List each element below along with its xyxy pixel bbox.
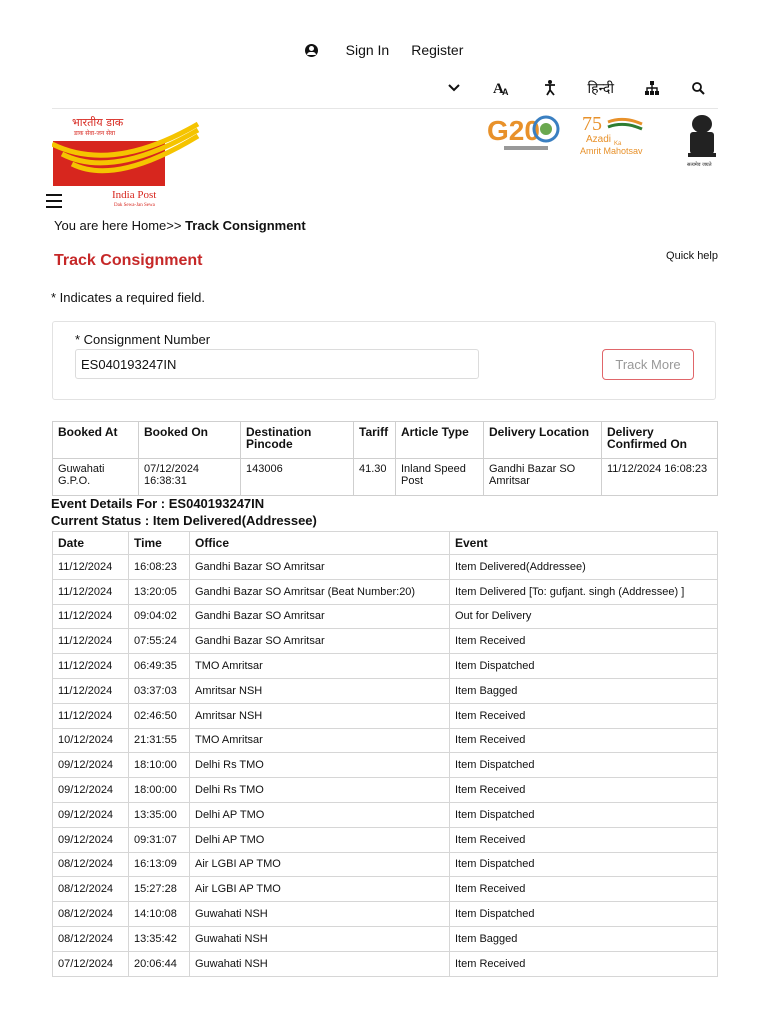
event-date-cell: 07/12/2024: [53, 951, 129, 976]
event-date-cell: 11/12/2024: [53, 678, 129, 703]
auth-bar: [0, 42, 768, 58]
summary-row: [53, 459, 718, 496]
event-date-cell: 11/12/2024: [53, 604, 129, 629]
summary-header-row: [53, 422, 718, 459]
event-time-cell: 13:35:42: [129, 926, 190, 951]
event-date-cell: 11/12/2024: [53, 629, 129, 654]
register-link[interactable]: Register: [411, 42, 464, 58]
column-header: Tariff: [354, 422, 396, 459]
table-row: [53, 951, 718, 976]
event-date-cell: 11/12/2024: [53, 555, 129, 580]
azadi-text: Azadi: [586, 134, 612, 145]
column-header: Time: [129, 532, 190, 555]
language-toggle[interactable]: हिन्दी: [587, 79, 614, 96]
event-date-cell: 08/12/2024: [53, 926, 129, 951]
event-office-cell: Guwahati NSH: [190, 951, 450, 976]
event-cell: Item Received: [450, 951, 718, 976]
event-time-cell: 07:55:24: [129, 629, 190, 654]
event-cell: Item Delivered [To: gufjant. singh (Addressee) ]: [450, 579, 718, 604]
event-time-cell: 20:06:44: [129, 951, 190, 976]
breadcrumb-current: Track Consignment: [185, 218, 306, 233]
column-header: Delivery Location: [484, 422, 602, 459]
india-post-logo[interactable]: [52, 114, 200, 208]
ka-text: Ka: [614, 141, 622, 147]
event-date-cell: 09/12/2024: [53, 827, 129, 852]
event-cell: Item Dispatched: [450, 654, 718, 679]
table-row: [53, 555, 718, 580]
article-type-cell: Inland Speed Post: [396, 459, 484, 496]
event-details-table: [52, 531, 718, 977]
consignment-number-label: * Consignment Number: [75, 332, 211, 347]
column-header: Delivery Confirmed On: [602, 422, 718, 459]
event-office-cell: Air LGBI AP TMO: [190, 852, 450, 877]
event-time-cell: 16:08:23: [129, 555, 190, 580]
event-office-cell: Delhi Rs TMO: [190, 753, 450, 778]
column-header: Office: [190, 532, 450, 555]
event-office-cell: Gandhi Bazar SO Amritsar: [190, 629, 450, 654]
table-row: [53, 778, 718, 803]
table-row: [53, 753, 718, 778]
events-body: [53, 555, 718, 977]
booked-on-cell: 07/12/2024 16:38:31: [139, 459, 241, 496]
event-office-cell: Air LGBI AP TMO: [190, 877, 450, 902]
event-time-cell: 06:49:35: [129, 654, 190, 679]
event-time-cell: 09:04:02: [129, 604, 190, 629]
event-cell: Item Received: [450, 728, 718, 753]
india-post-hindi-tag: डाक सेवा-जन सेवा: [74, 130, 116, 137]
event-cell: Item Received: [450, 827, 718, 852]
event-office-cell: TMO Amritsar: [190, 654, 450, 679]
event-cell: Item Dispatched: [450, 802, 718, 827]
table-row: [53, 926, 718, 951]
event-time-cell: 09:31:07: [129, 827, 190, 852]
event-office-cell: Delhi Rs TMO: [190, 778, 450, 803]
column-header: Event: [450, 532, 718, 555]
table-row: [53, 802, 718, 827]
event-time-cell: 16:13:09: [129, 852, 190, 877]
table-row: [53, 579, 718, 604]
event-time-cell: 14:10:08: [129, 902, 190, 927]
quick-help-link[interactable]: Quick help: [666, 250, 718, 262]
sign-in-link[interactable]: Sign In: [345, 42, 390, 58]
event-office-cell: Guwahati NSH: [190, 926, 450, 951]
india-post-text: India Post: [112, 189, 157, 201]
event-time-cell: 03:37:03: [129, 678, 190, 703]
breadcrumb-prefix: You are here Home>>: [54, 218, 186, 233]
column-header: Date: [53, 532, 129, 555]
header-divider: [52, 108, 718, 109]
event-date-cell: 08/12/2024: [53, 877, 129, 902]
svg-text:A: A: [492, 81, 504, 97]
event-time-cell: 02:46:50: [129, 703, 190, 728]
table-row: [53, 604, 718, 629]
current-status-line: Current Status : Item Delivered(Addressee): [51, 513, 317, 528]
table-row: [53, 629, 718, 654]
menu-icon[interactable]: [46, 194, 62, 208]
event-cell: Item Dispatched: [450, 852, 718, 877]
search-icon[interactable]: [690, 78, 706, 98]
event-time-cell: 18:00:00: [129, 778, 190, 803]
required-field-note: * Indicates a required field.: [51, 290, 205, 305]
event-cell: Item Bagged: [450, 678, 718, 703]
user-icon: [305, 44, 318, 57]
india-post-hindi-text: भारतीय डाक: [72, 116, 124, 129]
event-cell: Item Dispatched: [450, 902, 718, 927]
azadi-ka-amrit-mahotsav-logo: [580, 112, 660, 158]
event-date-cell: 09/12/2024: [53, 778, 129, 803]
event-time-cell: 21:31:55: [129, 728, 190, 753]
track-more-button[interactable]: Track More: [602, 349, 694, 380]
event-time-cell: 15:27:28: [129, 877, 190, 902]
font-size-icon[interactable]: [492, 78, 512, 98]
consignment-number-input[interactable]: [75, 349, 479, 379]
column-header: Destination Pincode: [241, 422, 354, 459]
event-time-cell: 13:20:05: [129, 579, 190, 604]
event-details-heading: [51, 495, 317, 529]
table-row: [53, 728, 718, 753]
event-office-cell: Guwahati NSH: [190, 902, 450, 927]
event-cell: Item Received: [450, 629, 718, 654]
delivery-location-cell: Gandhi Bazar SO Amritsar: [484, 459, 602, 496]
event-date-cell: 10/12/2024: [53, 728, 129, 753]
events-header-row: [53, 532, 718, 555]
national-emblem-icon: [684, 112, 720, 170]
event-date-cell: 11/12/2024: [53, 703, 129, 728]
event-date-cell: 08/12/2024: [53, 902, 129, 927]
column-header: Booked At: [53, 422, 139, 459]
delivery-confirmed-cell: 11/12/2024 16:08:23: [602, 459, 718, 496]
table-row: [53, 902, 718, 927]
event-cell: Item Received: [450, 778, 718, 803]
event-cell: Item Dispatched: [450, 753, 718, 778]
tariff-cell: 41.30: [354, 459, 396, 496]
event-cell: Out for Delivery: [450, 604, 718, 629]
g20-text: G20: [487, 115, 540, 146]
table-row: [53, 703, 718, 728]
event-office-cell: Delhi AP TMO: [190, 827, 450, 852]
event-office-cell: Gandhi Bazar SO Amritsar: [190, 555, 450, 580]
booking-summary-table: [52, 421, 718, 496]
table-row: [53, 654, 718, 679]
table-row: [53, 877, 718, 902]
breadcrumb: [54, 218, 306, 233]
table-row: [53, 678, 718, 703]
event-office-cell: TMO Amritsar: [190, 728, 450, 753]
amrit-mahotsav-text: Amrit Mahotsav: [580, 146, 643, 156]
table-row: [53, 827, 718, 852]
booked-at-cell: Guwahati G.P.O.: [53, 459, 139, 496]
event-date-cell: 09/12/2024: [53, 802, 129, 827]
event-office-cell: Delhi AP TMO: [190, 802, 450, 827]
event-office-cell: Amritsar NSH: [190, 703, 450, 728]
event-cell: Item Delivered(Addressee): [450, 555, 718, 580]
utility-bar: [446, 78, 706, 98]
event-cell: Item Bagged: [450, 926, 718, 951]
event-date-cell: 09/12/2024: [53, 753, 129, 778]
destination-pincode-cell: 143006: [241, 459, 354, 496]
event-cell: Item Received: [450, 877, 718, 902]
consignment-form: [52, 321, 716, 400]
table-row: [53, 852, 718, 877]
accessibility-icon[interactable]: [542, 78, 558, 98]
event-time-cell: 18:10:00: [129, 753, 190, 778]
svg-text:A: A: [501, 87, 509, 97]
svg-text:75: 75: [582, 113, 602, 135]
event-office-cell: Gandhi Bazar SO Amritsar: [190, 604, 450, 629]
event-date-cell: 08/12/2024: [53, 852, 129, 877]
event-details-line: Event Details For : ES040193247IN: [51, 496, 265, 511]
event-date-cell: 11/12/2024: [53, 654, 129, 679]
event-time-cell: 13:35:00: [129, 802, 190, 827]
sitemap-icon[interactable]: [644, 78, 660, 98]
india-post-tag: Dak Sewa-Jan Sewa: [114, 203, 155, 208]
column-header: Article Type: [396, 422, 484, 459]
event-date-cell: 11/12/2024: [53, 579, 129, 604]
event-office-cell: Amritsar NSH: [190, 678, 450, 703]
g20-logo: [486, 112, 564, 156]
chevron-down-icon[interactable]: [446, 78, 462, 98]
emblem-caption: सत्यमेव जयते: [687, 162, 712, 168]
column-header: Booked On: [139, 422, 241, 459]
page-title: Track Consignment: [54, 252, 203, 269]
event-office-cell: Gandhi Bazar SO Amritsar (Beat Number:20): [190, 579, 450, 604]
event-cell: Item Received: [450, 703, 718, 728]
